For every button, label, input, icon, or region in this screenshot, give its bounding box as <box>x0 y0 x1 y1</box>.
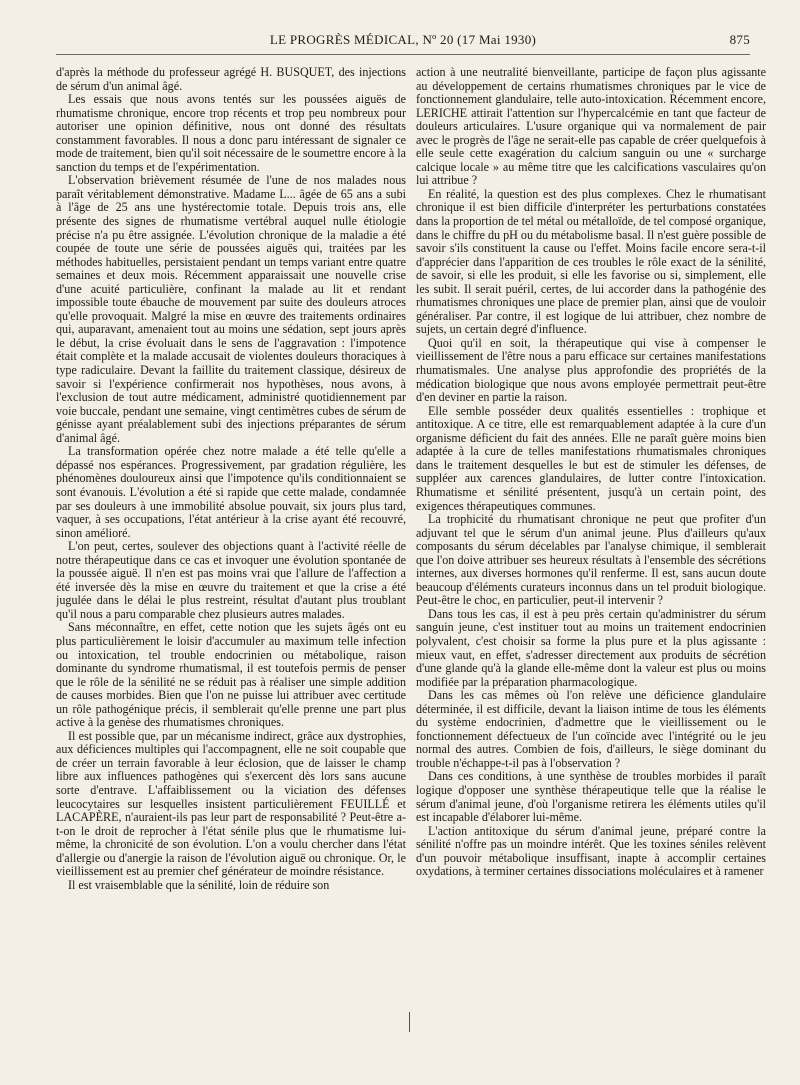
paragraph: Dans ces conditions, à une synthèse de troubles morbides il paraît logique d'opposer une synthèse thérapeutique telle que la réalise le sérum d'animal jeune, d'où l'organisme retirera les éléments utiles qu'il est incapable d'élaborer lui-même. <box>416 769 766 825</box>
paragraph: Dans tous les cas, il est à peu près certain qu'administrer du sérum sanguin jeune, c'est instituer tout au moins un traitement endocrinien polyvalent, c'est choisir sa forme la plus pure et la plus agissante : mieux vaut, en effet, s'adresser directement aux produits de sécrétion d'une glande qu'à la glande elle-même dont la valeur est plus ou moins modifiée par la préparation pharmacologique. <box>416 606 766 689</box>
running-title: LE PROGRÈS MÉDICAL, Nº 20 (17 Mai 1930) <box>269 32 537 47</box>
right-column <box>416 66 766 1078</box>
paragraph: Elle semble posséder deux qualités essentielles : trophique et antitoxique. A ce titre, elle est remarquablement adaptée à la cure d'un organisme déficient du fait des années. Elle ne paraît guère moins bien adaptée à la cure de telles manifestations rhumatismales chroniques dans le traitement desquelles le but est de stimuler les défenses, de suppléer aux carences glandulaires, de lutter contre l'intoxication. Rhumatisme et sénilité présentent, jusqu'à un certain point, des exigences thérapeutiques communes. <box>416 403 766 513</box>
paragraph: Quoi qu'il en soit, la thérapeutique qui vise à compenser le vieillissement de l'être nous a paru efficace sur certaines manifestations rhumatismales. Une analyse plus approfondie des propriétés de la médication biologique que nous avons employée permettrait peut-être d'en deviner en partie la raison. <box>416 335 766 405</box>
paragraph: Dans les cas mêmes où l'on relève une déficience glandulaire déterminée, il est difficile, devant la liaison intime de tous les éléments du système endocrinien, d'admettre que le vieillissement ou le fonctionnement défectueux de l'un coïncide avec l'intégrité ou le jeu normal des autres. Combien de fois, d'ailleurs, le siège dominant du trouble n'échappe-t-il pas à l'observation ? <box>416 688 766 770</box>
paragraph: L'observation brièvement résumée de l'une de nos malades nous paraît véritablement démonstrative. Madame L... âgée de 65 ans a subi à l'âge de 25 ans une hystérectomie totale. Depuis trois ans, elle présente des signes de rhumatisme vertébral auquel nulle étiologie précise n'a pu être assignée. L'évolution chronique de la maladie a été coupée de toute une série de poussées aiguës qui, traitées par les méthodes habituelles, persistaient pendant un temps variant entre quatre semaines et deux mois. Récemment apparaissait une nouvelle crise d'une acuité particulière, confinant la malade au lit et rendant impossible toute ébauche de mouvement par suite des douleurs atroces qu'elle provoquait. Malgré la mise en œuvre des traitements ordinaires qui, auparavant, amenaient tout au moins une sédation, sept jours après le début, la crise évoluait dans le sens de l'aggravation : l'impotence était complète et la malade accusait de violentes douleurs thoraciques à type radiculaire. Devant la faillite du traitement classique, désireux de savoir si l'expérience confirmerait nos hypothèses, nous avons, à l'exclusion de tout autre médicament, administré quotidiennement par voie buccale, pendant une semaine, vingt centimètres cubes de sérum de génisse ayant préalablement subi des injections préparantes de sérum d'animal âgé. <box>56 173 406 445</box>
paragraph: L'on peut, certes, soulever des objections quant à l'activité réelle de notre thérapeutique dans ce cas et invoquer une évolution spontanée de la poussée aiguë. Il n'en est pas moins vrai que l'allure de l'affection a été inversée dès la mise en œuvre du traitement et que la crise a été jugulée dans le délai le plus restreint, résultat d'autant plus troublant qu'il nous a paru comparable chez plusieurs autres malades. <box>56 539 406 621</box>
column-divider <box>409 1012 410 1032</box>
paragraph: d'après la méthode du professeur agrégé H. BUSQUET, des injections de sérum d'un animal âgé. <box>56 66 406 93</box>
paragraph: Il est possible que, par un mécanisme indirect, grâce aux dystrophies, aux déficiences multiples qui l'accompagnent, elle ne soit coupable que de créer un terrain favorable à leur éclosion, que de laisser le champ libre aux influences pathogènes qui s'exercent dès lors sans aucune sorte d'entrave. L'affaiblissement ou la viciation des défenses leucocytaires sur lesquelles insistent particulièrement FEUILLÉ et LACAPÈRE, n'auraient-ils pas leur part de responsabilité ? Peut-être a-t-on le droit de reprocher à l'état sénile plus que le rhumatisme lui-même, la chronicité de son évolution. L'on a voulu chercher dans l'état d'allergie ou d'anergie la raison de l'évolution aiguë ou chronique. Or, le vieillissement est au premier chef générateur de moindre résistance. <box>56 728 406 879</box>
paragraph: L'action antitoxique du sérum d'animal jeune, préparé contre la sénilité n'offre pas un moindre intérêt. Que les toxines séniles relèvent d'un pouvoir métabolique insuffisant, inapte à accomplir certaines oxydations, à terminer certaines dissociations moléculaires et à ramener <box>416 823 766 879</box>
running-head <box>56 32 750 54</box>
paragraph: Les essais que nous avons tentés sur les poussées aiguës de rhumatisme chronique, encore trop récents et trop peu nombreux pour autoriser une opinion définitive, nous ont donné des résultats constamment favorables. Il nous a donc paru intéressant de signaler ce mode de traitement, bien qu'il soit nécessaire de le soumettre encore à la sanction du temps et de l'expérimentation. <box>56 92 406 174</box>
paragraph: action à une neutralité bienveillante, participe de façon plus agissante au développement de certains rhumatismes chroniques par le vice de fonctionnement glandulaire, telle auto-intoxication. Récemment encore, LERICHE attirait l'attention sur l'hypercalcémie en tant que facteur de douleurs articulaires. L'usure organique qui va normalement de pair avec le progrès de l'âge ne serait-elle pas capable de créer quelquefois à elle seule cette exagération du calcium sanguin ou une « surcharge calcique locale » au même titre que les calcifications vasculaires qu'on lui attribue ? <box>416 66 766 188</box>
paragraph: La transformation opérée chez notre malade a été telle qu'elle a dépassé nos espérances. Progressivement, par gradation régulière, les phénomènes douloureux ainsi que l'impotence qu'ils conditionnaient se sont évanouis. L'évolution a été si rapide que cette malade, condamnée par ses douleurs à une immobilité absolue pouvait, six jours plus tard, vaquer, à ses occupations, l'état antérieur à la crise ayant été recouvré, sinon amélioré. <box>56 444 406 540</box>
paragraph: Sans méconnaître, en effet, cette notion que les sujets âgés ont eu plus particulièrement le loisir d'accumuler au maximum telle infection ou intoxication, tel trouble endocrinien ou métabolique, raison dominante du syndrome rhumatismal, il est toutefois permis de penser que le rôle de la sénilité ne se réduit pas à réaliser une simple addition de causes morbides. Bien que l'on ne puisse lui attribuer avec certitude un rôle pathogénique précis, il semblerait qu'elle prenne une part plus active à la genèse des rhumatismes chroniques. <box>56 620 406 730</box>
paragraph: Il est vraisemblable que la sénilité, loin de réduire son <box>68 877 330 892</box>
paragraph: La trophicité du rhumatisant chronique ne peut que profiter d'un adjuvant tel que le sérum d'un animal jeune. Plus d'ailleurs qu'aux composants du sérum décelables par l'analyse chimique, il semblerait que l'on doive attribuer ses heureux résultats à l'ensemble des sécrétions internes, aux diverses hormones qu'il renferme. Il est, sans aucun doute beaucoup d'éléments curateurs inconnus dans un tel produit biologique. Peut-être le choc, en particulier, peut-il intervenir ? <box>416 512 766 608</box>
left-column <box>56 66 406 1078</box>
page-number: 875 <box>729 32 750 47</box>
paragraph: En réalité, la question est des plus complexes. Chez le rhumatisant chronique il est bien difficile d'interpréter les perturbations constatées dans la proportion de tel métal ou métalloïde, de tel composé organique, dans le chiffre du pH ou du métabolisme basal. Il n'est guère possible de savoir s'ils constituent la cause ou l'effet. Moins facile encore sera-t-il d'apprécier dans l'apparition de ces troubles le rôle exact de la sénilité, de savoir, si elle les produit, si elle les favorise ou si, simplement, elle les subit. Il serait puéril, certes, de lui accorder dans la pathogénie des rhumatismes chroniques une place de premier plan, ainsi que de vouloir généraliser. Par contre, il est logique de lui attribuer, chez nombre de sujets, un certain degré d'influence. <box>416 186 766 337</box>
header-rule <box>56 54 750 55</box>
